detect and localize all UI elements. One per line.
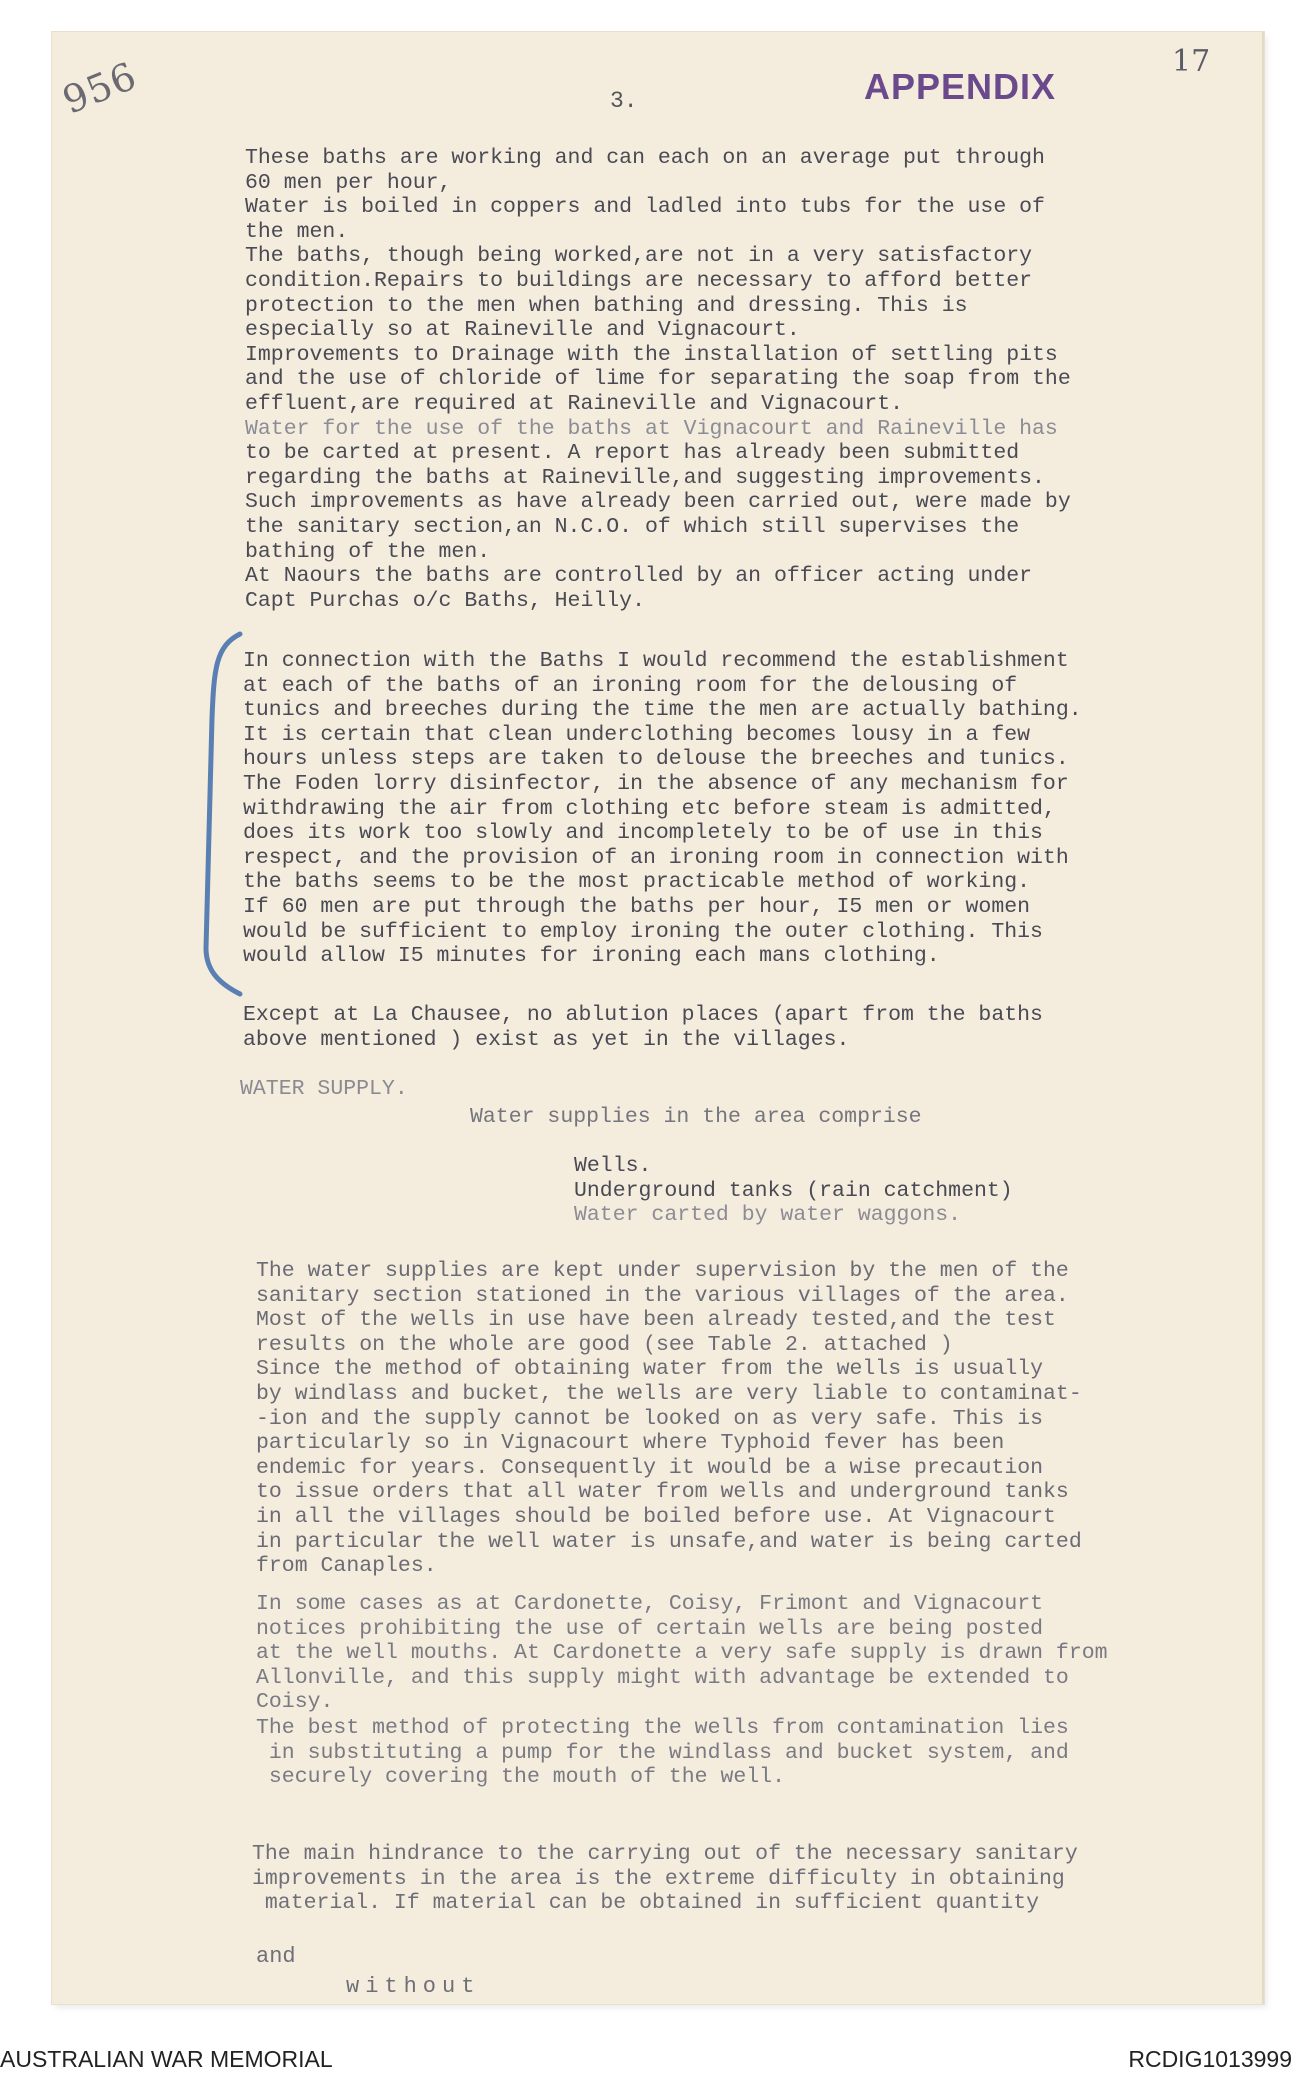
text-line: condition.Repairs to buildings are necessary to afford better: [245, 268, 1033, 293]
trailing-word: without: [346, 1974, 481, 1999]
paragraph-ablution: [243, 1003, 1043, 1052]
text-line: the baths seems to be the most practicable method of working.: [243, 870, 1031, 895]
text-line: at the well mouths. At Cardonette a very safe supply is drawn from: [256, 1641, 1108, 1666]
text-line: The main hindrance to the carrying out of the necessary sanitary: [252, 1842, 1078, 1866]
paragraph-ironing-room: [243, 649, 1082, 969]
text-line: Coisy.: [256, 1690, 334, 1715]
text-line: withdrawing the air from clothing etc before steam is admitted,: [243, 796, 1056, 821]
trailing-word: and: [256, 1944, 296, 1969]
text-line: bathing of the men.: [245, 539, 491, 564]
text-line: Except at La Chausee, no ablution places (apart from the baths: [243, 1003, 1043, 1027]
blue-pencil-margin-mark: [196, 628, 246, 998]
text-line: The baths, though being worked,are not in a very satisfactory: [245, 244, 1033, 269]
list-item: Underground tanks (rain catchment): [574, 1178, 1013, 1203]
text-line: In some cases as at Cardonette, Coisy, Frimont and Vignacourt: [256, 1592, 1044, 1616]
text-line: would allow I5 minutes for ironing each mans clothing.: [243, 944, 940, 969]
text-line: in substituting a pump for the windlass and bucket system, and: [256, 1740, 1069, 1765]
text-line: Water is boiled in coppers and ladled into tubs for the use of: [245, 195, 1045, 220]
text-line: by windlass and bucket, the wells are very liable to contaminat-: [256, 1381, 1082, 1406]
text-line: to issue orders that all water from wells and underground tanks: [256, 1480, 1069, 1505]
text-line: Capt Purchas o/c Baths, Heilly.: [245, 588, 645, 613]
text-line: The Foden lorry disinfector, in the absence of any mechanism for: [243, 771, 1069, 796]
text-line: at each of the baths of an ironing room for the delousing of: [243, 673, 1018, 698]
text-line: securely covering the mouth of the well.: [256, 1765, 785, 1790]
text-line: respect, and the provision of an ironing room in connection with: [243, 845, 1069, 870]
handwritten-folio-number: 956: [56, 53, 144, 123]
page-number: 3.: [610, 88, 638, 114]
text-line: improvements in the area is the extreme difficulty in obtaining: [252, 1866, 1065, 1891]
text-line: endemic for years. Consequently it would be a wise precaution: [256, 1455, 1044, 1480]
text-line: It is certain that clean underclothing becomes lousy in a few: [243, 722, 1031, 747]
text-line: results on the whole are good (see Table 2. attached ): [256, 1332, 953, 1357]
text-line: At Naours the baths are controlled by an officer acting under: [245, 564, 1033, 589]
text-line: notices prohibiting the use of certain wells are being posted: [256, 1616, 1044, 1641]
paragraph-material-hindrance: [252, 1842, 1078, 1916]
water-supply-intro: Water supplies in the area comprise: [470, 1105, 922, 1129]
text-line: in all the villages should be boiled before use. At Vignacourt: [256, 1504, 1056, 1529]
text-line: especially so at Raineville and Vignacourt.: [245, 318, 800, 343]
text-line: from Canaples.: [256, 1554, 437, 1579]
text-line: regarding the baths at Raineville,and suggesting improvements.: [245, 465, 1045, 490]
text-line: effluent,are required at Raineville and Vignacourt.: [245, 391, 904, 416]
text-line: Water for the use of the baths at Vignacourt and Raineville has: [245, 416, 1058, 441]
text-line: particularly so in Vignacourt where Typhoid fever has been: [256, 1431, 1005, 1456]
text-line: protection to the men when bathing and dressing. This is: [245, 293, 968, 318]
text-line: in particular the well water is unsafe,and water is being carted: [256, 1529, 1082, 1554]
paragraph-well-notices: [256, 1592, 1108, 1715]
text-line: The best method of protecting the wells from contamination lies: [256, 1716, 1069, 1740]
text-line: and the use of chloride of lime for separating the soap from the: [245, 367, 1071, 392]
text-line: Allonville, and this supply might with advantage be extended to: [256, 1665, 1069, 1690]
text-line: If 60 men are put through the baths per hour, I5 men or women: [243, 894, 1031, 919]
appendix-stamp: APPENDIX: [864, 66, 1057, 107]
text-line: the men.: [245, 219, 349, 244]
archive-reference-id: RCDIG1013999: [1128, 2046, 1292, 2072]
text-line: Such improvements as have already been carried out, were made by: [245, 490, 1071, 515]
text-line: 60 men per hour,: [245, 170, 452, 195]
text-line: the sanitary section,an N.C.O. of which still supervises the: [245, 514, 1020, 539]
text-line: Improvements to Drainage with the installation of settling pits: [245, 342, 1058, 367]
text-line: In connection with the Baths I would recommend the establishment: [243, 649, 1069, 673]
text-line: material. If material can be obtained in sufficient quantity: [252, 1891, 1040, 1916]
paragraph-baths: [245, 146, 1071, 613]
list-item: Wells.: [574, 1154, 652, 1178]
text-line: Since the method of obtaining water from the wells is usually: [256, 1357, 1044, 1382]
text-line: The water supplies are kept under supervision by the men of the: [256, 1259, 1069, 1283]
section-heading-water-supply: WATER SUPPLY.: [240, 1077, 408, 1101]
text-line: These baths are working and can each on an average put through: [245, 146, 1045, 170]
text-line: above mentioned ) exist as yet in the villages.: [243, 1027, 850, 1052]
text-line: sanitary section stationed in the various villages of the area.: [256, 1283, 1069, 1308]
folio-number: 17: [1172, 44, 1211, 79]
text-line: tunics and breeches during the time the men are actually bathing.: [243, 698, 1082, 723]
text-line: -ion and the supply cannot be looked on as very safe. This is: [256, 1406, 1044, 1431]
paragraph-water-supervision: [256, 1259, 1082, 1579]
text-line: Most of the wells in use have been already tested,and the test: [256, 1308, 1056, 1333]
list-item: Water carted by water waggons.: [574, 1203, 962, 1228]
text-line: to be carted at present. A report has already been submitted: [245, 441, 1020, 466]
text-line: hours unless steps are taken to delouse the breeches and tunics.: [243, 747, 1069, 772]
archive-credit: AUSTRALIAN WAR MEMORIAL: [0, 2046, 333, 2072]
paragraph-well-protection: [256, 1716, 1069, 1790]
water-sources-list: [574, 1154, 1013, 1228]
text-line: does its work too slowly and incompletely to be of use in this: [243, 821, 1043, 846]
text-line: would be sufficient to employ ironing the outer clothing. This: [243, 919, 1043, 944]
